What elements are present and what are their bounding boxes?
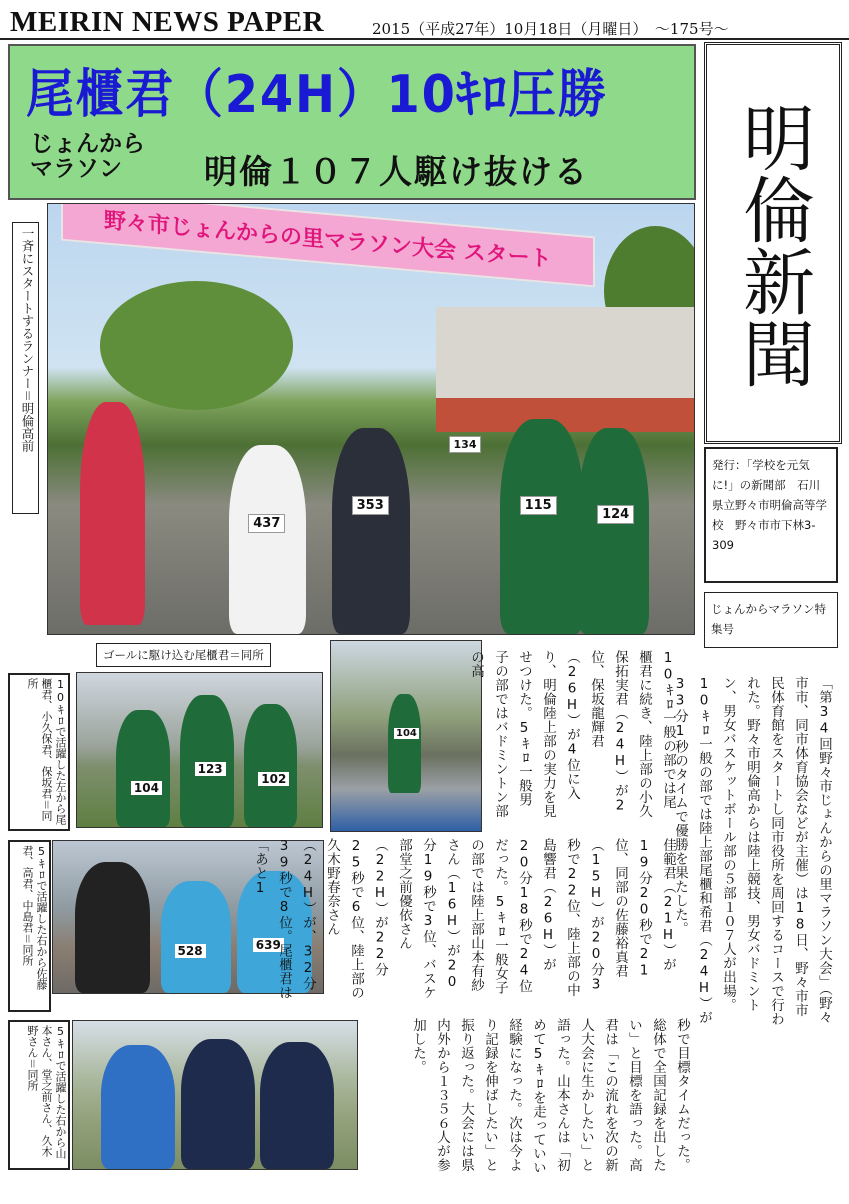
runner [260, 1042, 334, 1169]
race-bib: 124 [597, 505, 634, 524]
race-bib: 123 [195, 762, 226, 776]
runner [229, 445, 307, 634]
paper-title: 明倫新聞 [731, 101, 815, 389]
main-headline: 尾櫃君（24H）10ｷﾛ圧勝 [26, 65, 608, 125]
runner [80, 402, 145, 626]
runner [116, 710, 170, 827]
race-bib: 353 [352, 496, 389, 515]
race-bib: 134 [449, 436, 482, 453]
goal-caption: ゴールに駆け込む尾櫃君＝同所 [96, 643, 271, 667]
race-bib: 102 [258, 772, 289, 786]
runner [180, 695, 234, 827]
photo-goal-runner [330, 640, 482, 832]
photo5-caption: 5ｷﾛで活躍した右から山本さん、堂之前さん、久木野さん＝同所 [8, 1020, 70, 1170]
article-column-3: 佳範君（21H）が19分20秒で21位、同部の佐藤裕真君（15H）が20分3秒で22位、陸上部の中島響君（26H）が20分18秒で24位だった。5ｷﾛ一般女子の部では陸上部山本有紗さん（16H）が20分19秒で3位、バスケ部堂之前優依さん（22H）が22分25秒で6位、陸上部の久木野春奈さん（24H）が、32分39秒で8位。尾櫃君は「あと1 [252, 838, 676, 1000]
race-bib: 115 [520, 496, 557, 515]
runner [101, 1045, 175, 1169]
sub-headline: 明倫１０７人駆け抜ける [204, 152, 589, 191]
runner [332, 428, 410, 634]
photo-5km-girls [72, 1020, 358, 1170]
building [436, 307, 694, 410]
publisher-info: 発行：「学校を元気に!」の新聞部 石川県立野々市明倫高等学校 野々市市下林3-309 [704, 447, 838, 583]
main-photo-caption: 一斉にスタートするランナー＝明倫高前 [12, 222, 39, 514]
race-bib: 639 [253, 938, 284, 952]
runner [578, 428, 649, 634]
main-photo [47, 203, 695, 635]
runner [500, 419, 584, 634]
issue-note: じょんからマラソン特集号 [704, 592, 838, 648]
runner [181, 1039, 255, 1169]
photo4-caption: 5ｷﾛで活躍した右から佐藤君、高君、中島君＝同所 [8, 840, 51, 1012]
article-column-2: 10ｷﾛ一般の部では尾櫃君に続き、陸上部の小久保拓実君（24H）が2位、保坂龍輝君（26H）が4位に入り、明倫陸上部の実力を見せつけた。5ｷﾛ一般男子の部ではバドミントン部の高 [468, 650, 676, 818]
article-column-4: 秒で目標タイムだった。総体で全国記録を出したい」と目標を語った。高君は「この流れを次の新人大会に生かしたい」と語った。山本さんは「初めて5ｷﾛを走っていい経験になった。次は今より記録を伸ばしたい」と振り返った。大会には県内外から１３５６人が参加した。 [410, 1018, 690, 1175]
masthead-name: MEIRIN NEWS PAPER [10, 6, 325, 38]
race-bib: 528 [175, 944, 206, 958]
race-bib: 437 [248, 514, 285, 533]
article-column-1: 「第34回野々市じょんからの里マラソン大会」（野々市市、同市体育協会などが主催）は18日、野々市市民体育館をスタートし同市役所を周回するコースで行われた。野々市明倫高からは陸上競技、男女バドミントン、男女バスケットボール部の５部１０７人が出場。10ｷﾛ一般の部では陸上部尾櫃和希君（24H）が33分1秒のタイムで優勝を果たした。 [672, 676, 832, 1026]
photo2-caption: 10ｷﾛで活躍した左から尾櫃君、小久保君、保坂君＝同所 [8, 673, 70, 831]
runner [161, 881, 231, 993]
runner [244, 704, 298, 827]
runner [75, 862, 151, 993]
photo-10km-runners [76, 672, 323, 828]
race-bib: 104 [396, 728, 417, 740]
runner [388, 694, 421, 793]
issue-date: 2015（平成27年）10月18日（月曜日） ～175号～ [372, 20, 729, 38]
start-banner [61, 203, 595, 287]
race-bib: 104 [131, 781, 162, 795]
top-rule [0, 38, 849, 40]
sky-tree-left [100, 281, 294, 410]
event-label: じょんから マラソン [30, 131, 145, 182]
banner-text: 野々市じょんからの里マラソン大会 スタート [103, 208, 552, 273]
